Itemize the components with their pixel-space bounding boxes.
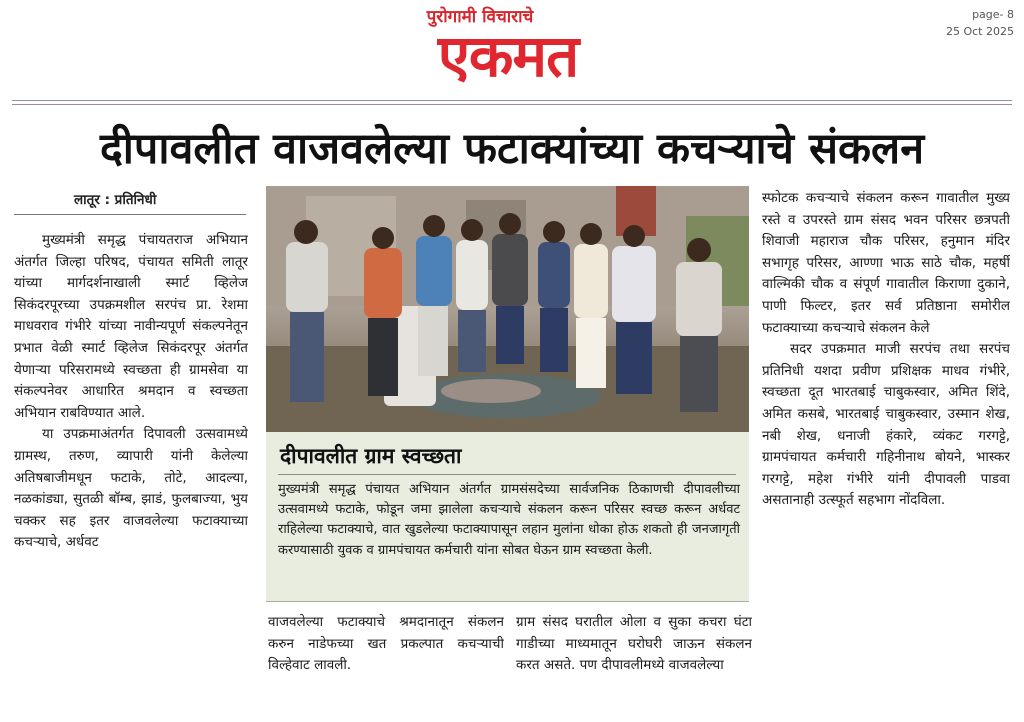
article-column-2 [268, 612, 504, 712]
photo-of-villagers-cleaning-icon [266, 186, 749, 432]
newspaper-logo: एकमत [437, 22, 579, 90]
caption-text: मुख्यमंत्री समृद्ध पंचायत अभियान अंतर्गत ग्रामसंसदेच्या सार्वजनिक ठिकाणची दीपावलीच्या उत्सवामध्ये फटाके, फोडून जमा झालेला कचऱ्याचे संकलन करून परिसर स्वच्छ करून अर्धवट राहिलेल्या फटाक्याचे, वात खुडलेल्या फटाक्यापासून लहान मुलांना धोका होऊ शकतो ही जनजागृती करण्यासाठी युवक व ग्रामपंचायत कर्मचारी यांना सोबत घेऊन ग्राम स्वच्छता केली. [278, 482, 740, 558]
article-column-4 [762, 188, 1010, 710]
article-paragraph: स्फोटक कचऱ्याचे संकलन करून गावातील मुख्य रस्ते व उपरस्ते ग्राम संसद भवन परिसर छत्रपती शिवाजी महाराज चौक परिसर, हनुमान मंदिर सभागृह परिसर, आण्णा भाऊ साठे चौक, महर्षी वाल्मिकी चौक व संपूर्ण गावातील किराणा दुकाने, पाणी फिल्टर, इतर सर्व प्रतिष्ठाना समोरील फटाक्याच्या कचऱ्याचे संकलन केले [762, 190, 1010, 336]
dateline-divider [14, 214, 246, 215]
news-photo [266, 186, 749, 432]
masthead-divider [12, 100, 1012, 101]
dateline: लातूर : प्रतिनिधी [74, 192, 157, 208]
article-headline: दीपावलीत वाजवलेल्या फटाक्यांच्या कचऱ्याचे संकलन [99, 124, 925, 174]
article-paragraph: या उपक्रमाअंतर्गत दिपावली उत्सवामध्ये ग्रामस्थ, तरुण, व्यापारी यांनी केलेल्या अतिषबाजीमधून फटाके, तोटे, आदल्या, नळकांड्या, सुतळी बॉम्ब, झाडं, फुलबाज्या, भुय चक्कर सह इतर वाजवलेल्या फटाक्याच्या कचऱ्याचे, अर्धवट [14, 426, 248, 551]
caption-title: दीपावलीत ग्राम स्वच्छता [280, 444, 462, 468]
page-info [946, 6, 1014, 40]
article-column-1 [14, 230, 248, 710]
page-number: page- 8 [972, 8, 1014, 21]
article-column-3 [516, 612, 752, 712]
page-date: 25 Oct 2025 [945, 25, 1014, 38]
masthead-tagline: पुरोगामी विचाराचे [426, 7, 534, 27]
article-paragraph: ग्राम संसद घरातील ओला व सुका कचरा घंटा गाडीच्या माध्यमातून घरोघरी जाऊन संकलन करत असते. पण दीपावलीमध्ये वाजवलेल्या [516, 614, 752, 674]
photo-caption-box [266, 432, 749, 602]
masthead-divider-2 [12, 104, 1012, 105]
article-paragraph: सदर उपक्रमात माजी सरपंच तथा सरपंच प्रतिनिधी यशदा प्रवीण प्रशिक्षक माधव गंभीरे, स्वच्छता दूत भारतबाई चाबुकस्वार, अमित शिंदे, अमित कसबे, भारतबाई चाबुकस्वार, उस्मान शेख, नबी शेख, धनाजी हंकारे, व्यंकट गरगट्टे, ग्रामपंचायत कर्मचारी गहिनीनाथ बोयने, भास्कर गरगट्टे, महेश गंभीरे यांनी दीपावली पाडवा असतानाही उत्स्फूर्त सहभाग नोंदविला. [762, 341, 1010, 509]
article-paragraph: वाजवलेल्या फटाक्याचे श्रमदानातून संकलन करुन नाडेफच्या खत प्रकल्पात कचऱ्याची विल्हेवाट लावली. [268, 614, 504, 674]
caption-divider [278, 474, 736, 475]
article-paragraph: मुख्यमंत्री समृद्ध पंचायतराज अभियान अंतर्गत जिल्हा परिषद, पंचायत समिती लातूर यांच्या मार्गदर्शनाखाली स्मार्ट व्हिलेज सिकंदरपूरच्या उपक्रमशील सरपंच प्रा. रेशमा माधवराव गंभीरे यांच्या नावीन्यपूर्ण संकल्पनेतून प्रभात वेळी स्मार्ट व्हिलेज सिकंदरपूर अंतर्गत येणाऱ्या परिसरामध्ये स्वच्छता ही ग्रामसेवा या संकल्पनेवर आधारित श्रमदान व स्वच्छता अभियान राबविण्यात आले. [14, 232, 248, 421]
